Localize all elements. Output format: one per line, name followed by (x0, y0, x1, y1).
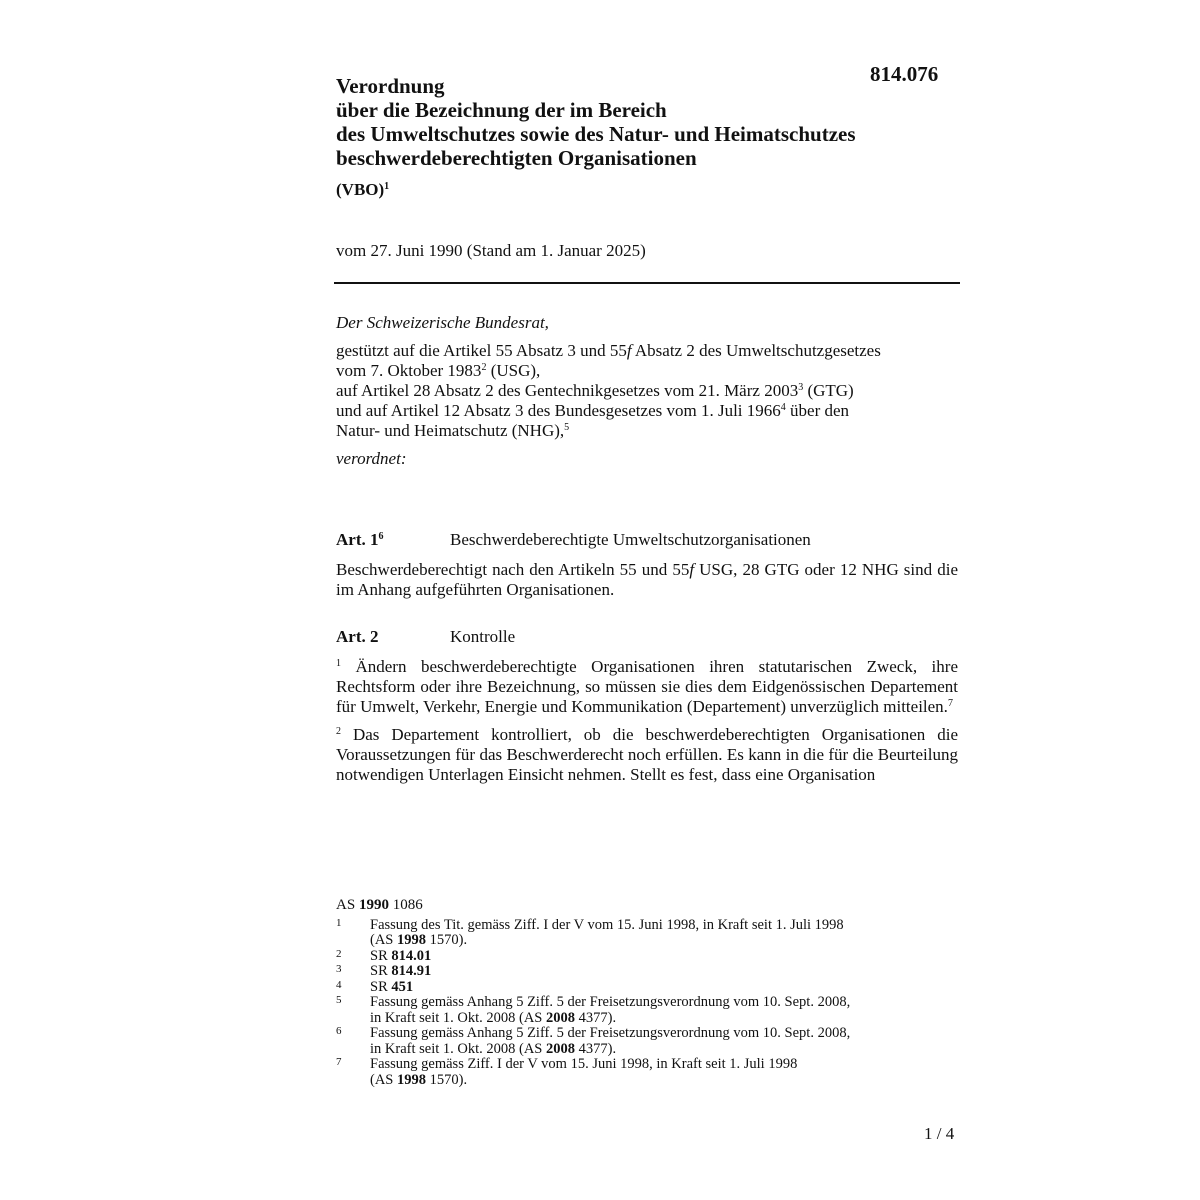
footnotes (336, 898, 936, 1088)
text: (AS (370, 1071, 397, 1088)
footnote-number: 1 (336, 916, 342, 929)
title-line: des Umweltschutzes sowie des Natur- und Heimatschutzes (336, 122, 856, 146)
text: vom 7. Oktober 1983 (336, 361, 482, 380)
article-1 (336, 530, 958, 600)
article-paragraph (336, 560, 958, 600)
text: (AS (370, 932, 397, 948)
title-line: beschwerdeberechtigten Organisationen (336, 146, 697, 170)
article-number: Art. 2 (336, 627, 379, 646)
text-bold: 1998 (397, 932, 426, 948)
text: SR (370, 963, 392, 979)
footnote-ref[interactable]: 5 (564, 422, 570, 433)
footnote-ref[interactable]: 3 (798, 382, 804, 393)
text: 4377). (575, 1040, 617, 1057)
text: AS (336, 897, 359, 913)
preamble-line (336, 401, 960, 421)
article-paragraph (336, 657, 958, 717)
article-title: Beschwerdeberechtigte Umweltschutzorganisationen (450, 530, 811, 549)
footnote-number: 3 (336, 963, 342, 975)
text-bold: 814.01 (391, 947, 432, 964)
document-title (336, 74, 976, 170)
text: 1570). (426, 932, 468, 948)
text-bold: 1998 (397, 1071, 426, 1088)
spacer (336, 333, 960, 341)
text: (GTG) (803, 381, 854, 400)
footnote-number: 5 (336, 994, 342, 1006)
text: über den (785, 401, 850, 420)
footnote-ref[interactable]: 7 (947, 698, 953, 709)
text: in Kraft seit 1. Okt. 2008 (AS (370, 1040, 546, 1057)
text: USG, 28 GTG oder 12 NHG sind die im Anhang aufgeführten Organisationen. (336, 560, 958, 599)
footnote (336, 980, 936, 996)
article-2 (336, 627, 958, 785)
title-line: über die Bezeichnung der im Bereich (336, 98, 667, 122)
text-bold: 451 (391, 978, 414, 995)
page-number: 1 / 4 (924, 1124, 955, 1143)
preamble-line (336, 421, 960, 441)
text: Art. 1 (336, 530, 379, 549)
text: in Kraft seit 1. Okt. 2008 (AS (370, 1009, 546, 1026)
preamble-line (336, 381, 960, 401)
text-line (370, 964, 936, 980)
footnote-number: 4 (336, 978, 342, 991)
footnote (336, 918, 936, 949)
article-title: Kontrolle (450, 627, 516, 646)
text: Fassung gemäss Anhang 5 Ziff. 5 der Freisetzungsverordnung vom 10. Sept. 2008, (370, 1025, 851, 1041)
footnote-number: 6 (336, 1025, 342, 1037)
text-line (370, 1073, 936, 1089)
text-line (370, 980, 936, 996)
date-line: vom 27. Juni 1990 (Stand am 1. Januar 2025) (336, 241, 646, 260)
footnote-ref[interactable]: 2 (481, 362, 487, 373)
text-line (370, 933, 936, 949)
article-number (336, 530, 383, 550)
footnote (336, 949, 936, 965)
footnote (336, 995, 936, 1026)
text-line (370, 949, 936, 965)
footnote-ref[interactable]: 4 (780, 402, 786, 413)
footnote (336, 1057, 936, 1088)
text-line (370, 1011, 936, 1027)
text: 1570). (426, 1071, 468, 1088)
text: Ändern beschwerdeberechtigte Organisationen ihren statutarischen Zweck, ihre Rechtsform oder ihre Bezeichnung, so müssen sie dies dem Eidgenössischen Departement für Umwelt, Verkehr, Energie und Kommunikation (Departement) unverzüglich mitteilen. (336, 657, 958, 716)
text-bold: 814.91 (391, 963, 432, 979)
footnote (336, 964, 936, 980)
footnote (336, 1026, 936, 1057)
text-bold: 1990 (358, 897, 389, 913)
footnote-number: 2 (336, 947, 342, 960)
text: Das Departement kontrolliert, ob die beschwerdeberechtigten Organisationen die Voraussetzungen für das Beschwerderecht noch erfüllen. Es kann in die für die Beurteilung notwendigen Unterlagen Einsicht nehmen. Stellt es fest, dass eine Organisation (336, 725, 958, 784)
text-line (370, 1042, 936, 1058)
text: SR (370, 978, 392, 995)
preamble-line (336, 361, 960, 381)
footnote-ref[interactable]: 6 (378, 531, 384, 542)
preamble-line (336, 341, 960, 361)
article-paragraph (336, 725, 958, 785)
text-bold: 2008 (546, 1040, 575, 1057)
preamble-authority: Der Schweizerische Bundesrat, (336, 313, 549, 332)
title-line: Verordnung (336, 74, 445, 98)
paragraph-number: 1 (336, 658, 341, 669)
paragraph-number: 2 (336, 726, 341, 737)
text: Beschwerdeberechtigt nach den Artikeln 55 und 55 (336, 560, 690, 579)
text: Fassung gemäss Anhang 5 Ziff. 5 der Freisetzungsverordnung vom 10. Sept. 2008, (370, 994, 851, 1010)
divider (334, 282, 960, 284)
footnote-ref[interactable]: 1 (384, 181, 390, 192)
text: und auf Artikel 12 Absatz 3 des Bundesgesetzes vom 1. Juli 1966 (336, 401, 781, 420)
text: auf Artikel 28 Absatz 2 des Gentechnikgesetzes vom 21. März 2003 (336, 381, 799, 400)
text: gestützt auf die Artikel 55 Absatz 3 und 55 (336, 341, 627, 360)
sr-number: 814.076 (870, 62, 939, 86)
text-bold: 2008 (546, 1009, 575, 1026)
text: Fassung des Tit. gemäss Ziff. I der V vom 15. Juni 1998, in Kraft seit 1. Juli 1998 (370, 916, 844, 933)
text: Natur- und Heimatschutz (NHG), (336, 421, 565, 440)
preamble (336, 313, 960, 469)
article-heading (336, 530, 958, 552)
as-reference (336, 898, 936, 914)
abbreviation (336, 180, 389, 200)
footnote-number: 7 (336, 1056, 342, 1068)
abbreviation-text: (VBO) (336, 180, 385, 199)
text: Fassung gemäss Ziff. I der V vom 15. Juni 1998, in Kraft seit 1. Juli 1998 (370, 1056, 798, 1072)
text: 4377). (575, 1009, 617, 1026)
text: 1086 (388, 897, 423, 913)
text: Absatz 2 des Umweltschutzgesetzes (631, 341, 881, 360)
text-italic: f (689, 560, 695, 579)
text-italic: f (626, 341, 632, 360)
text: SR (370, 947, 392, 964)
spacer (336, 441, 960, 449)
article-heading (336, 627, 958, 649)
text: (USG), (486, 361, 541, 380)
preamble-verb: verordnet: (336, 449, 407, 468)
